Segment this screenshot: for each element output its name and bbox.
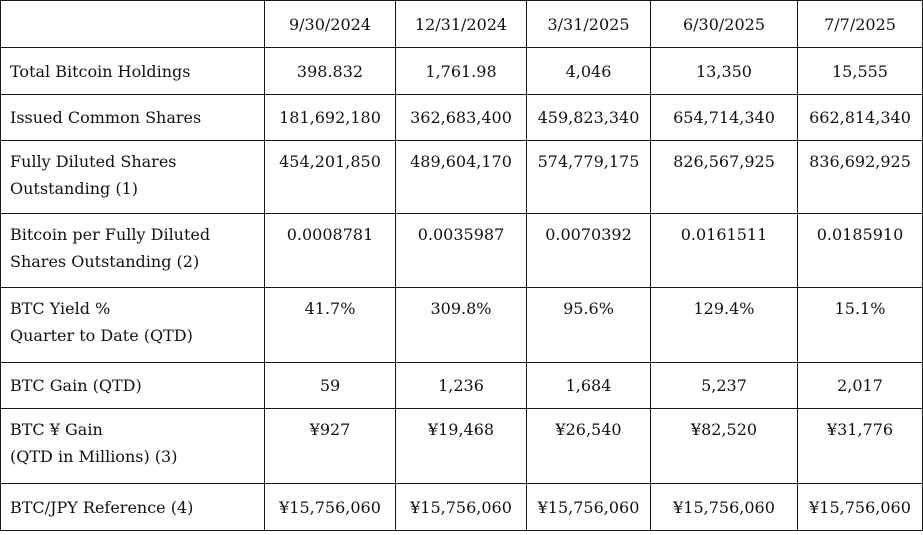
table-cell: 1,761.98 <box>396 48 527 95</box>
header-cell-date: 9/30/2024 <box>265 1 396 48</box>
table-cell: ¥15,756,060 <box>651 484 798 531</box>
table-cell: 362,683,400 <box>396 95 527 141</box>
table-cell: 826,567,925 <box>651 141 798 214</box>
row-label-line: Fully Diluted Shares <box>10 152 177 171</box>
table-cell: 309.8% <box>396 288 527 363</box>
table-row <box>1 409 923 484</box>
row-label-line: Total Bitcoin Holdings <box>10 61 191 81</box>
row-label-line: Outstanding (1) <box>10 179 138 198</box>
row-label-line: BTC ¥ Gain <box>10 420 103 439</box>
row-label-line: BTC/JPY Reference (4) <box>10 497 194 517</box>
table-cell: 489,604,170 <box>396 141 527 214</box>
row-label-line: BTC Yield % <box>10 299 111 318</box>
table-cell: ¥19,468 <box>396 409 527 484</box>
header-cell-empty <box>1 1 265 48</box>
table-row <box>1 214 923 288</box>
table-cell: 459,823,340 <box>527 95 651 141</box>
row-label <box>1 363 265 409</box>
table-cell: 95.6% <box>527 288 651 363</box>
row-label-line: Shares Outstanding (2) <box>10 252 200 271</box>
table-cell: 15.1% <box>798 288 923 363</box>
table-row <box>1 484 923 531</box>
table-cell: 13,350 <box>651 48 798 95</box>
table-cell: ¥26,540 <box>527 409 651 484</box>
row-label-line: Issued Common Shares <box>10 108 202 127</box>
table-cell: 5,237 <box>651 363 798 409</box>
row-label-line: BTC Gain (QTD) <box>10 376 142 395</box>
table-row <box>1 288 923 363</box>
row-label <box>1 214 265 288</box>
table-cell: 0.0035987 <box>396 214 527 288</box>
row-label <box>1 484 265 531</box>
table-cell: ¥15,756,060 <box>396 484 527 531</box>
table-cell: ¥927 <box>265 409 396 484</box>
table-cell: 574,779,175 <box>527 141 651 214</box>
table-cell: 654,714,340 <box>651 95 798 141</box>
table-cell: 15,555 <box>798 48 923 95</box>
row-label <box>1 409 265 484</box>
table-cell: 181,692,180 <box>265 95 396 141</box>
table-cell: 0.0161511 <box>651 214 798 288</box>
table-cell: ¥15,756,060 <box>527 484 651 531</box>
table-cell: 454,201,850 <box>265 141 396 214</box>
table-cell: 41.7% <box>265 288 396 363</box>
table-header-row <box>1 1 923 48</box>
table-cell: 1,236 <box>396 363 527 409</box>
table-cell: 59 <box>265 363 396 409</box>
header-cell-date: 6/30/2025 <box>651 1 798 48</box>
table-cell: 662,814,340 <box>798 95 923 141</box>
table-cell: 2,017 <box>798 363 923 409</box>
table-cell: 836,692,925 <box>798 141 923 214</box>
table-cell: 0.0070392 <box>527 214 651 288</box>
table-row <box>1 95 923 141</box>
row-label-line: (QTD in Millions) (3) <box>10 447 178 466</box>
table-cell: ¥82,520 <box>651 409 798 484</box>
table-row <box>1 141 923 214</box>
table-cell: 0.0185910 <box>798 214 923 288</box>
table-row <box>1 48 923 95</box>
table-cell: 4,046 <box>527 48 651 95</box>
table-cell: 1,684 <box>527 363 651 409</box>
header-cell-date: 12/31/2024 <box>396 1 527 48</box>
table-row <box>1 363 923 409</box>
header-cell-date: 3/31/2025 <box>527 1 651 48</box>
table-cell: 398.832 <box>265 48 396 95</box>
row-label <box>1 95 265 141</box>
row-label <box>1 48 265 95</box>
row-label <box>1 141 265 214</box>
row-label <box>1 288 265 363</box>
row-label-line: Quarter to Date (QTD) <box>10 326 193 345</box>
header-cell-date: 7/7/2025 <box>798 1 923 48</box>
table-cell: ¥15,756,060 <box>265 484 396 531</box>
table-cell: ¥15,756,060 <box>798 484 923 531</box>
table-cell: ¥31,776 <box>798 409 923 484</box>
table-cell: 129.4% <box>651 288 798 363</box>
row-label-line: Bitcoin per Fully Diluted <box>10 225 211 244</box>
table-cell: 0.0008781 <box>265 214 396 288</box>
